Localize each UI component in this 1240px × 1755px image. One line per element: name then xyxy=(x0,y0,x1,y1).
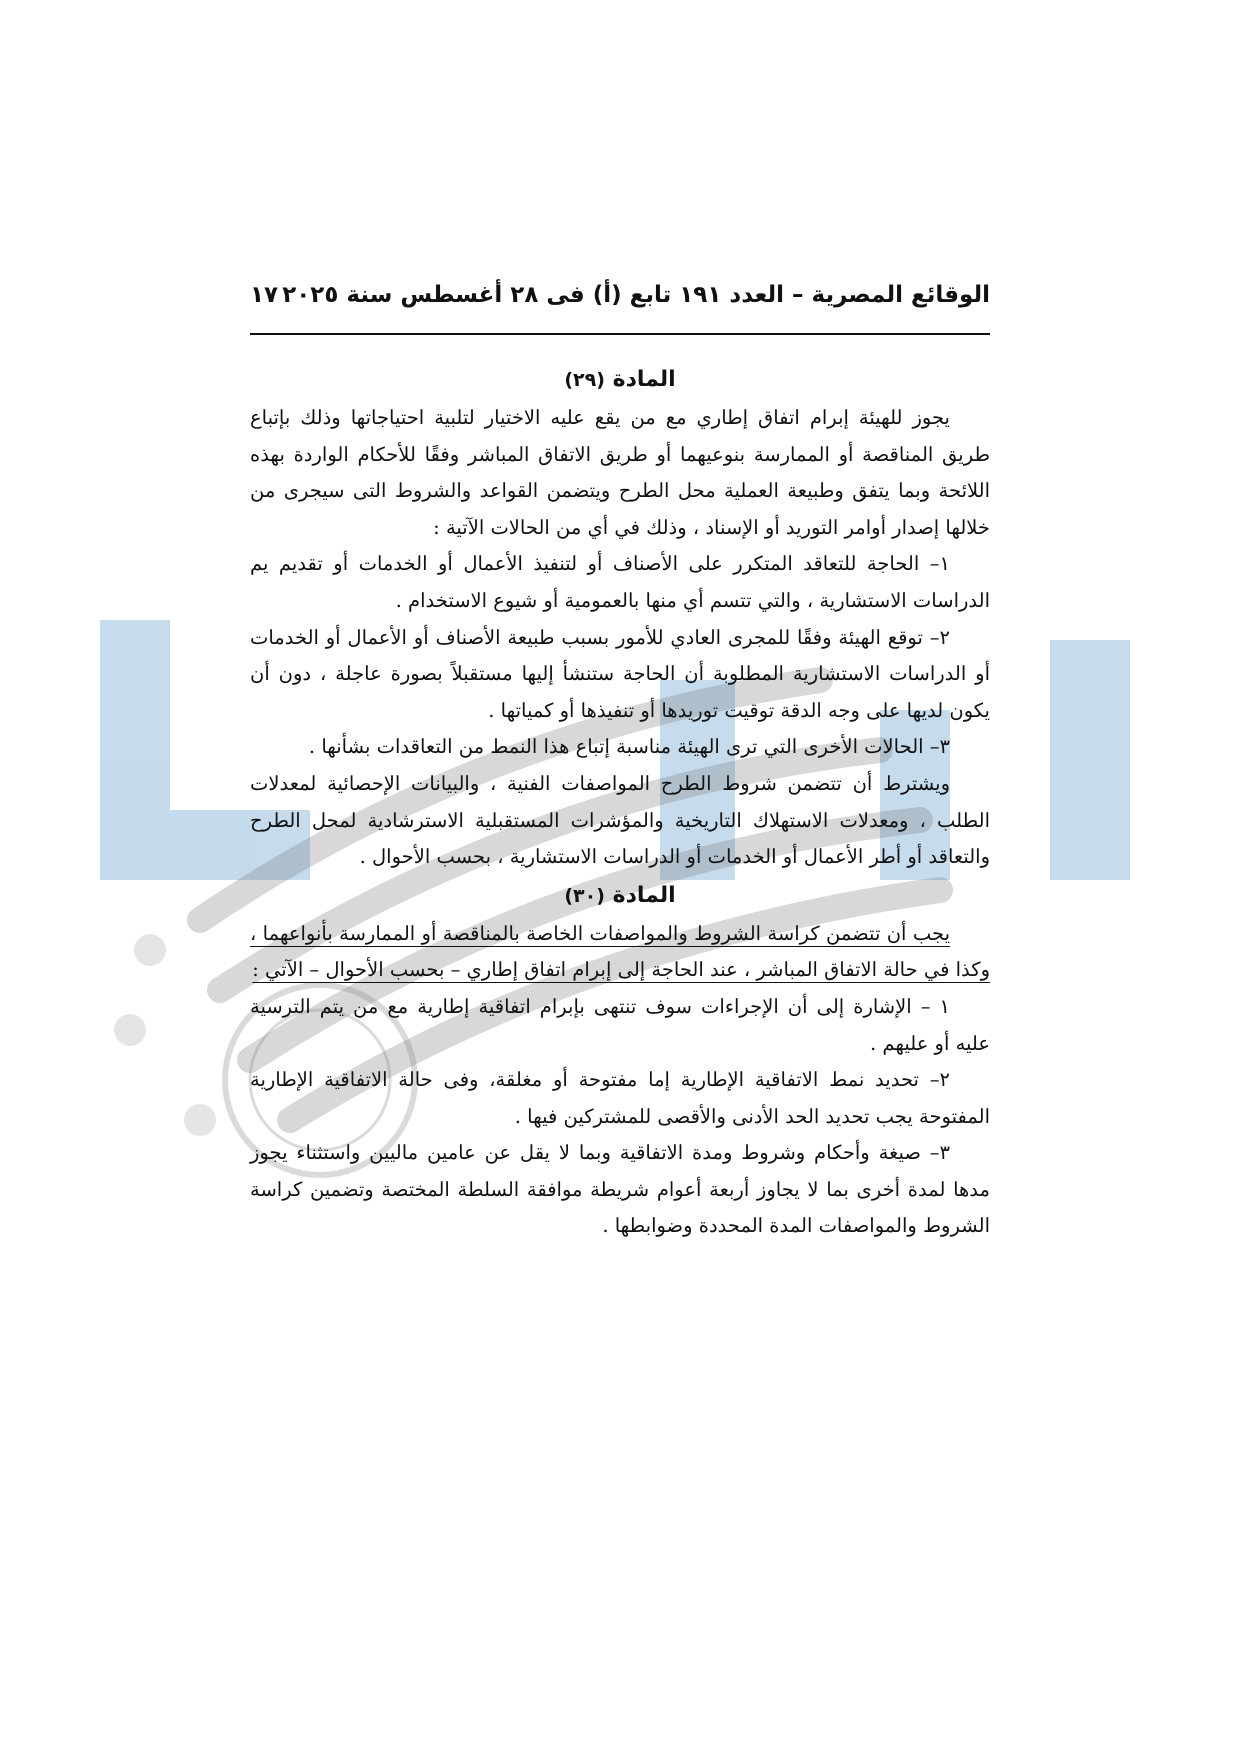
article-30-title xyxy=(250,878,990,914)
header-rule xyxy=(250,333,990,335)
article-30-item-1: ١ – الإشارة إلى أن الإجراءات سوف تنتهى بإبرام اتفاقية إطارية مع من يتم الترسية عليه أو عليهم . xyxy=(250,994,990,1055)
article-30-paragraph-1: يجب أن تتضمن كراسة الشروط والمواصفات الخاصة بالمناقصة أو الممارسة بأنواعهما ، وكذا في حالة الاتفاق المباشر ، عند الحاجة إلى إبرام اتفاق إطاري – بحسب الأحوال – الآتي : xyxy=(250,921,990,982)
article-29-paragraph-1: يجوز للهيئة إبرام اتفاق إطاري مع من يقع عليه الاختيار لتلبية احتياجاتها وذلك بإتباع طريق المناقصة أو الممارسة بنوعيهما أو طريق الاتفاق المباشر وفقًا للأحكام الواردة بهذه اللائحة وبما يتفق وطبيعة العملية محل الطرح ويتضمن القواعد والشروط التى سيجرى من خلالها إصدار أوامر التوريد أو الإسناد ، وذلك في أي من الحالات الآتية : xyxy=(250,406,990,539)
article-number: (٣٠) xyxy=(564,884,605,907)
article-29-title xyxy=(250,362,990,398)
article-30-item-3: ٣– صيغة وأحكام وشروط ومدة الاتفاقية وبما لا يقل عن عامين ماليين واستثناء يجوز مدها لمدة أخرى بما لا يجاوز أربعة أعوام شريطة موافقة السلطة المختصة وتضمين كراسة الشروط والمواصفات المدة المحددة وضوابطها . xyxy=(250,1141,990,1238)
page-header xyxy=(250,282,990,322)
header-title: الوقائع المصرية – العدد ١٩١ تابع (أ) فى ٢٨ أغسطس سنة ٢٠٢٥ xyxy=(282,282,990,308)
article-number: (٢٩) xyxy=(564,369,605,391)
article-29-item-2: ٢– توقع الهيئة وفقًا للمجرى العادي للأمور بسبب طبيعة الأصناف أو الأعمال أو الخدمات أو الدراسات الاستشارية المطلوبة أن الحاجة ستنشأ إليها مستقبلاً بصورة عاجلة ، دون أن يكون لديها على وجه الدقة توقيت توريدها أو تنفيذها أو كمياتها . xyxy=(250,625,990,722)
page-number: ١٧ xyxy=(250,282,279,308)
article-29-item-3: ٣– الحالات الأخرى التي ترى الهيئة مناسبة إتباع هذا النمط من التعاقدات بشأنها . xyxy=(308,735,950,759)
article-29-paragraph-2: ويشترط أن تتضمن شروط الطرح المواصفات الفنية ، والبيانات الإحصائية لمعدلات الطلب ، ومعدلات الاستهلاك التاريخية والمؤشرات المستقبلية الاسترشادية لمحل الطرح والتعاقد أو أطر الأعمال أو الخدمات أو الدراسات الاستشارية ، بحسب الأحوال . xyxy=(250,771,990,869)
article-30-item-2: ٢– تحديد نمط الاتفاقية الإطارية إما مفتوحة أو مغلقة، وفى حالة الاتفاقية الإطارية المفتوحة يجب تحديد الحد الأدنى والأقصى للمشتركين فيها . xyxy=(250,1068,990,1128)
article-29-item-1: ١– الحاجة للتعاقد المتكرر على الأصناف أو لتنفيذ الأعمال أو الخدمات أو تقديم يم الدراسات الاستشارية ، والتي تتسم أي منها بالعمومية أو شيوع الاستخدام . xyxy=(250,552,990,612)
article-title-label: المادة xyxy=(612,367,676,392)
article-title-label: المادة xyxy=(612,882,676,908)
document-body xyxy=(250,362,990,1245)
